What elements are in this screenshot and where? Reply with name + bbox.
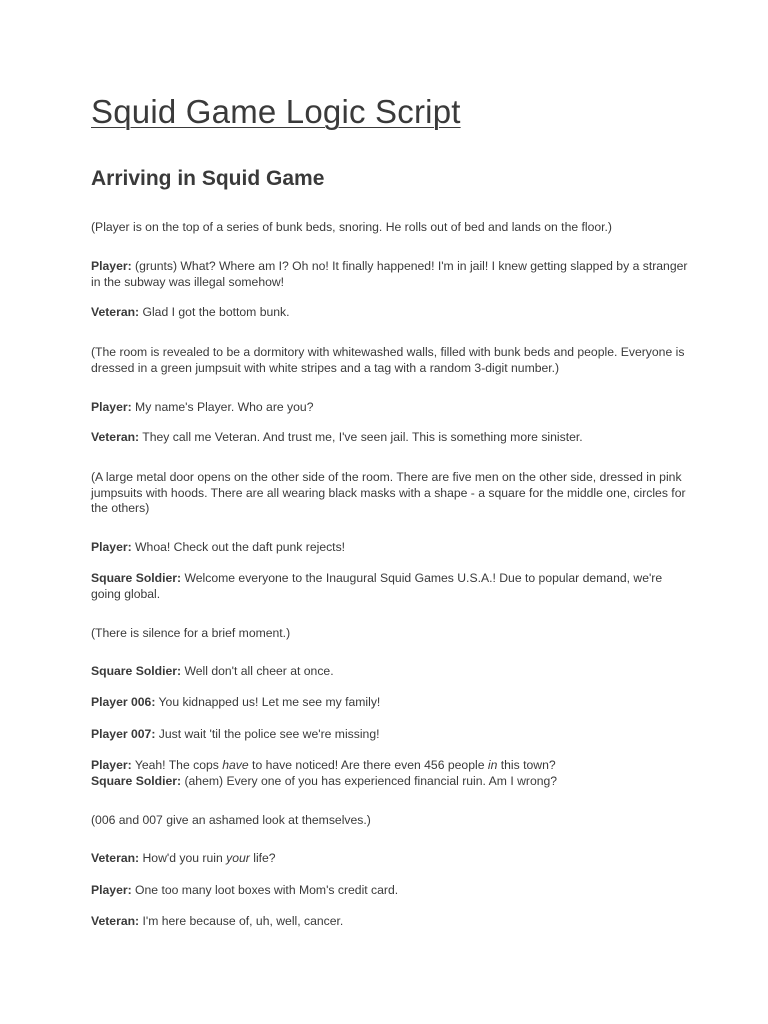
line-text: (ahem) Every one of you has experienced financial ruin. Am I wrong? [181,773,558,788]
line-text: (There is silence for a brief moment.) [91,626,291,640]
dialogue-block [91,758,691,789]
line-text: (Player is on the top of a series of bunk beds, snoring. He rolls out of bed and lands on the floor.) [91,220,612,234]
dialogue-line [91,400,691,416]
line-text: Just wait 'til the police see we're missing! [155,727,380,741]
dialogue-line [91,305,691,321]
emphasis-text: have [222,758,249,772]
dialogue-line [91,774,691,790]
line-text: to have noticed! Are there even 456 people [248,758,488,772]
dialogue-line [91,540,691,556]
dialogue-line [91,259,691,290]
speaker-name: Veteran: [91,305,140,319]
stage-direction [91,220,691,236]
line-text: this town? [497,758,556,772]
dialogue-line [91,727,691,743]
section-heading: Arriving in Squid Game [91,167,325,190]
stage-direction [91,626,691,642]
stage-direction [91,813,691,829]
stage-direction [91,345,691,376]
line-text: Welcome everyone to the Inaugural Squid Games U.S.A.! Due to popular demand, we're going global. [91,571,663,601]
speaker-name: Square Soldier: [91,664,182,678]
line-text: Glad I got the bottom bunk. [139,305,290,319]
line-text: I'm here because of, uh, well, cancer. [139,914,344,928]
dialogue-line [91,695,691,711]
line-text: (The room is revealed to be a dormitory with whitewashed walls, filled with bunk beds and people. Everyone is dressed in a green jumpsuit with white stripes and a tag with a random 3-digit number.) [91,345,685,375]
line-text: You kidnapped us! Let me see my family! [155,695,381,709]
line-text: My name's Player. Who are you? [131,400,314,414]
speaker-name: Player: [91,259,132,273]
line-text: (grunts) What? Where am I? Oh no! It finally happened! I'm in jail! I knew getting slapped by a stranger in the subway was illegal somehow! [91,259,688,289]
speaker-name: Player: [91,883,132,897]
emphasis-text: in [487,758,498,772]
stage-direction [91,470,691,517]
line-text: One too many loot boxes with Mom's credit card. [131,883,399,897]
dialogue-line [91,758,691,774]
dialogue-line [91,851,691,867]
speaker-name: Square Soldier: [91,773,182,788]
speaker-name: Player: [91,400,132,414]
line-text: They call me Veteran. And trust me, I've seen jail. This is something more sinister. [139,430,583,444]
speaker-name: Player 006: [91,695,156,709]
dialogue-line [91,430,691,446]
document-title: Squid Game Logic Script [91,93,461,130]
dialogue-line [91,664,691,680]
speaker-name: Veteran: [91,914,140,928]
speaker-name: Player 007: [91,727,156,741]
line-text: Whoa! Check out the daft punk rejects! [131,540,346,554]
line-text: Yeah! The cops [131,758,223,772]
line-text: (006 and 007 give an ashamed look at themselves.) [91,813,371,827]
dialogue-line [91,914,691,930]
speaker-name: Player: [91,540,132,554]
line-text: life? [249,851,276,865]
speaker-name: Veteran: [91,430,140,444]
line-text: (A large metal door opens on the other side of the room. There are five men on the other side, dressed in pink jumpsuits with hoods. There are all wearing black masks with a shape - a square for the middle one, circles for the others) [91,470,686,515]
dialogue-line [91,883,691,899]
speaker-name: Player: [91,758,132,772]
speaker-name: Square Soldier: [91,571,182,585]
line-text: Well don't all cheer at once. [181,664,334,678]
emphasis-text: your [226,851,250,865]
speaker-name: Veteran: [91,851,140,865]
dialogue-line [91,571,691,602]
line-text: How'd you ruin [139,851,227,865]
